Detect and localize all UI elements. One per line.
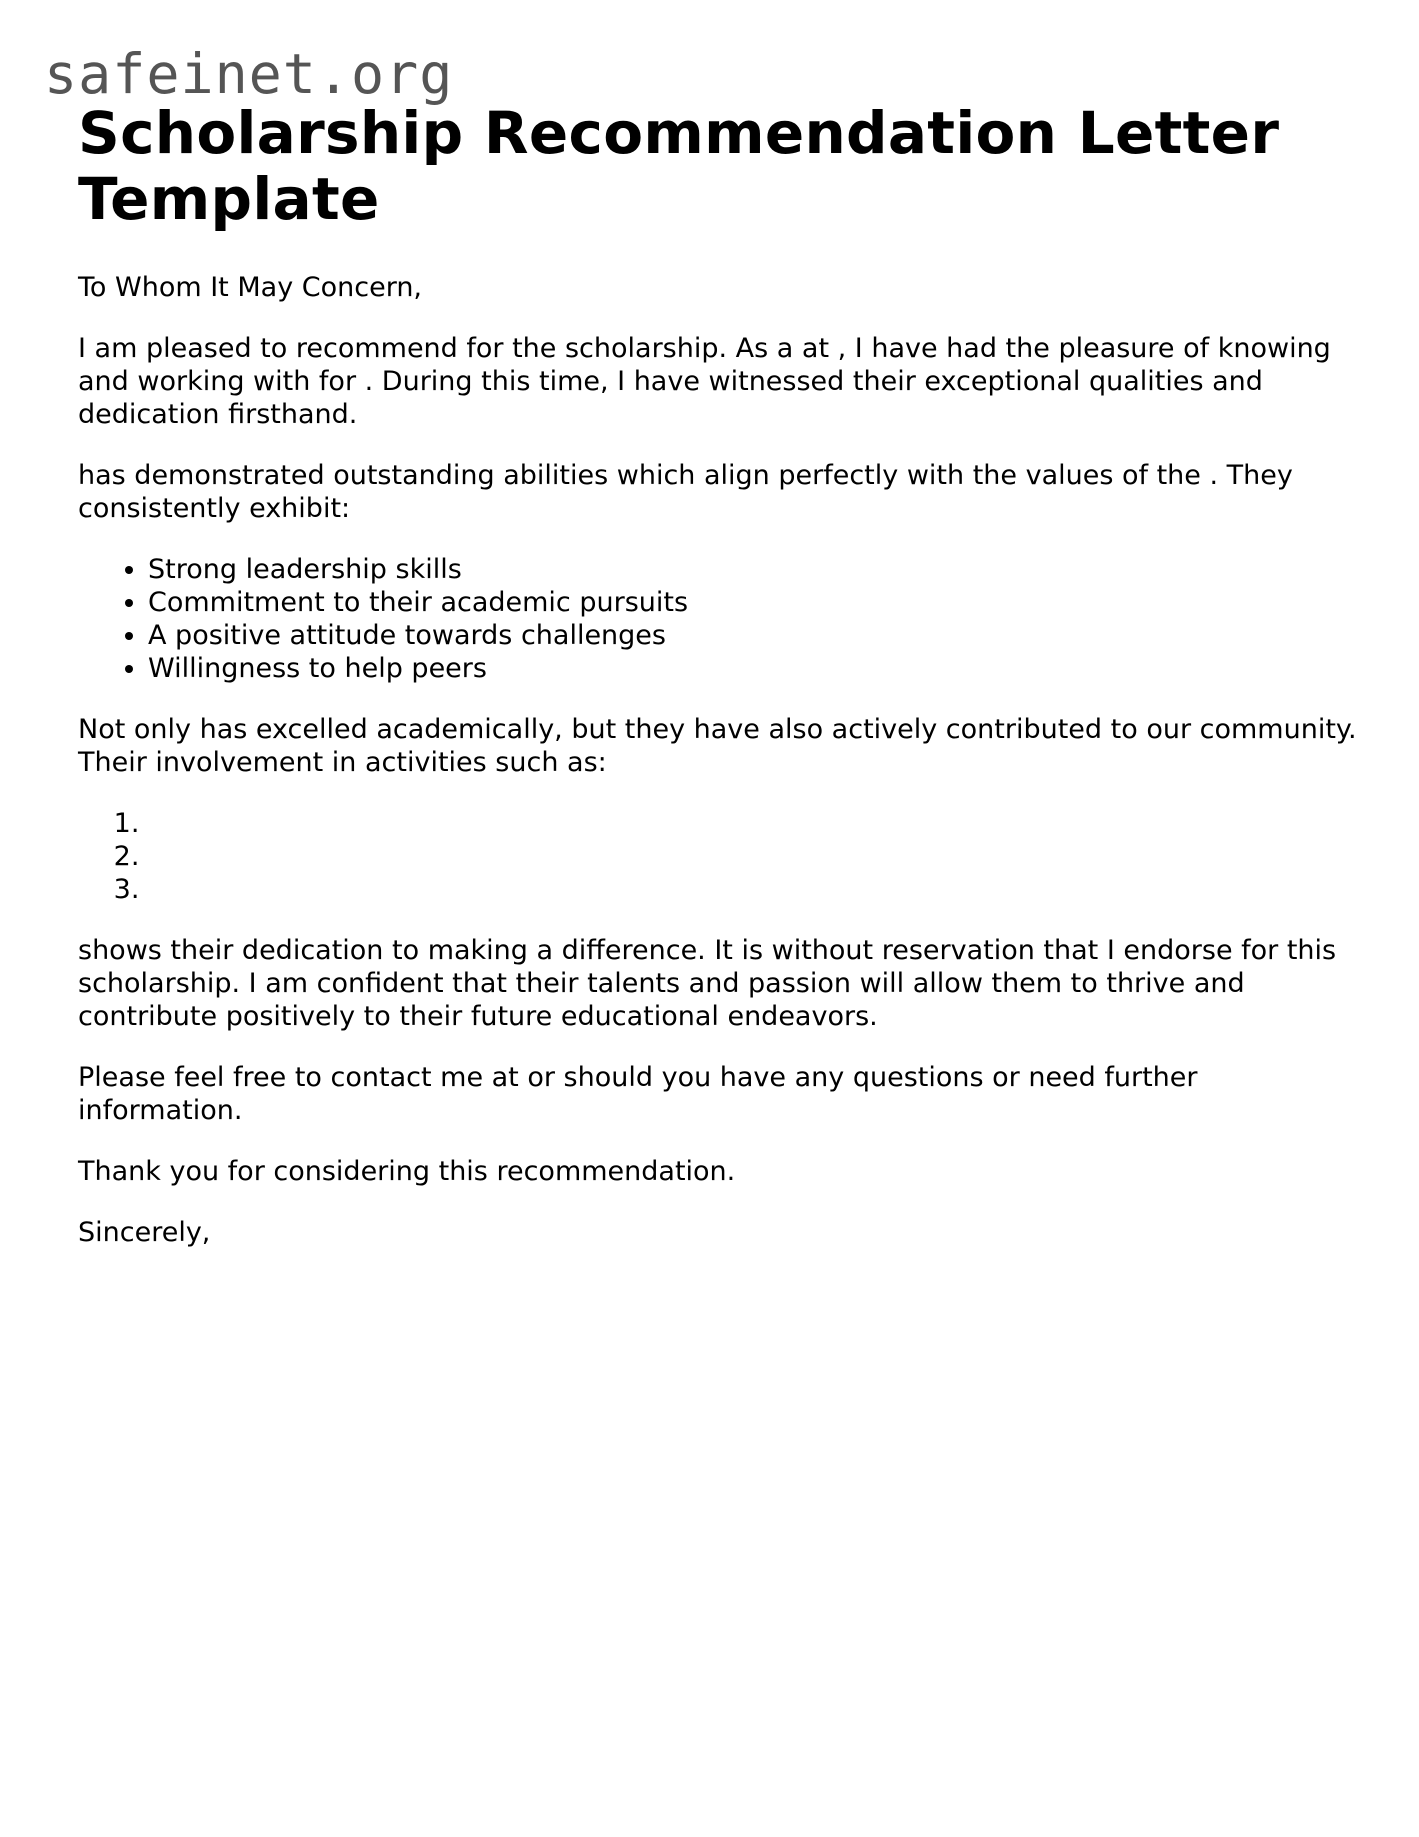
salutation: To Whom It May Concern, [78, 272, 423, 303]
page-title: Scholarship Recommendation Letter Template [78, 99, 1280, 233]
document-page [78, 100, 1358, 1277]
list-item: • Commitment to their academic pursuits [148, 586, 1358, 619]
community-paragraph: Not only has excelled academically, but they have also actively contributed to our community. Their involvement in activities such as: [78, 714, 1357, 778]
thanks-paragraph: Thank you for considering this recommendation. [78, 1156, 736, 1187]
intro-paragraph: I am pleased to recommend for the scholarship. As a at , I have had the pleasure of knowing and working with for . During this time, I have witnessed their exceptional qualities and dedication firsthand. [78, 333, 1331, 430]
contact-paragraph: Please feel free to contact me at or should you have any questions or need further information. [78, 1062, 1198, 1126]
abilities-paragraph: has demonstrated outstanding abilities which align perfectly with the values of the . They consistently exhibit: [78, 460, 1293, 524]
letter-body [78, 271, 1358, 1249]
list-item: • Strong leadership skills [148, 553, 1358, 586]
list-item [148, 840, 1358, 873]
activities-list [78, 807, 1358, 906]
list-item [148, 807, 1358, 840]
list-item [148, 873, 1358, 906]
qualities-list [78, 553, 1358, 685]
watermark: safeinet.org [44, 42, 454, 106]
list-item: • Willingness to help peers [148, 652, 1358, 685]
list-item: • A positive attitude towards challenges [148, 619, 1358, 652]
endorsement-paragraph: shows their dedication to making a difference. It is without reservation that I endorse for this scholarship. I am confident that their talents and passion will allow them to thrive and contribute positively to their future educational endeavors. [78, 935, 1337, 1032]
closing: Sincerely, [78, 1217, 211, 1248]
